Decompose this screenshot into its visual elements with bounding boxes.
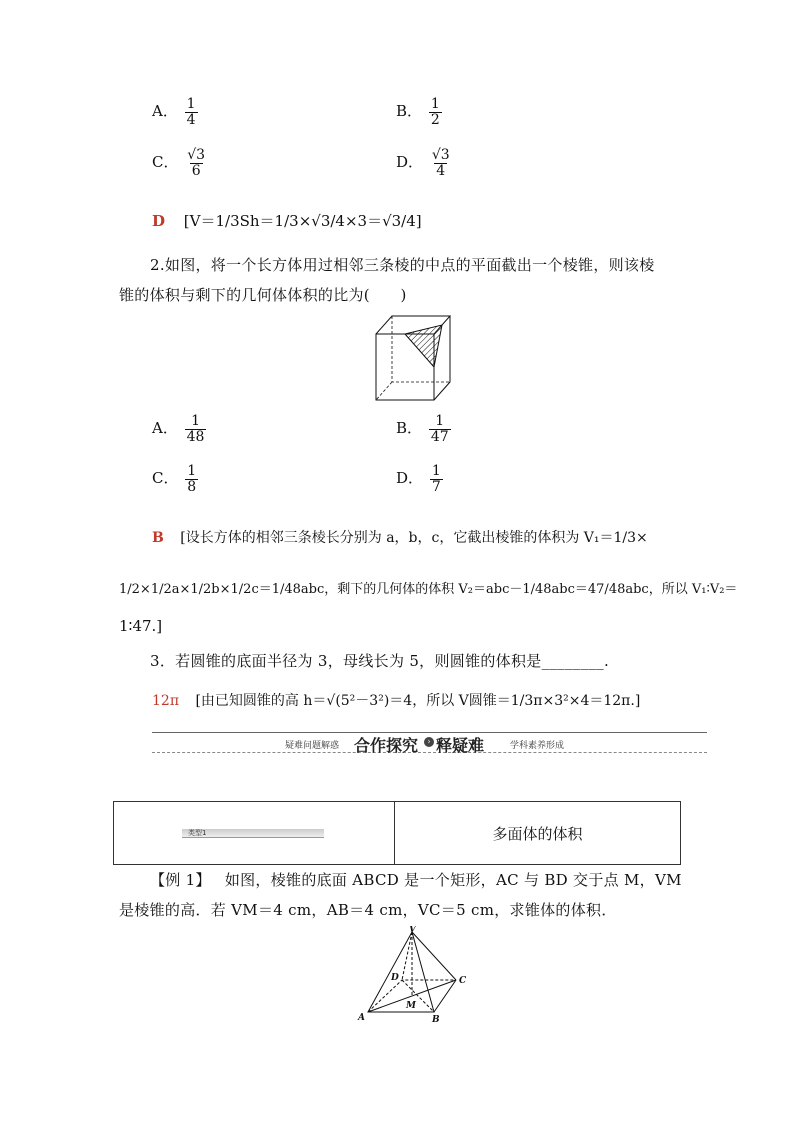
label-b: B: [432, 1015, 440, 1024]
fraction: $\frac{1}{4}$: [186, 96, 196, 128]
label-d: D: [391, 973, 399, 983]
option-label: C．: [152, 153, 179, 172]
option-label: B．: [396, 419, 423, 438]
option-label: A．: [152, 419, 178, 438]
q2-solution-line2: 1/2×1/2a×1/2b×1/2c＝1/48abc，剩下的几何体的体积 V₂＝abc－1/48abc＝47/48abc，所以 V₁∶V₂＝: [119, 582, 738, 597]
answer-value: 12π: [152, 693, 180, 709]
answer-solution: [V＝1/3Sh＝1/3×√3/4×3＝√3/4]: [183, 212, 422, 230]
q3-stem: 3．若圆锥的底面半径为 3，母线长为 5，则圆锥的体积是________.: [150, 652, 610, 670]
cuboid-figure: [368, 310, 458, 406]
answer-solution: [由已知圆锥的高 h＝√(5²－3²)＝4，所以 V圆锥＝1/3π×3²×4＝12π.]: [195, 693, 641, 709]
fraction: $\frac{1}{8}$: [187, 463, 197, 495]
answer-solution-line1: [设长方体的相邻三条棱长分别为 a，b，c，它截出棱锥的体积为 V₁＝1/3×: [180, 530, 648, 546]
q1-option-d: [396, 148, 454, 178]
section-banner: [152, 732, 707, 754]
q2-option-c: [152, 464, 200, 494]
fraction: $\frac{√3}{6}$: [187, 147, 206, 179]
q1-answer: [152, 210, 422, 231]
q2-answer: [152, 527, 648, 547]
banner-left-text: 疑难问题解惑: [285, 741, 340, 751]
topic-tag: 类型1: [188, 829, 207, 837]
q2-option-d: [396, 464, 445, 494]
q2-option-b: [396, 414, 453, 444]
fraction: $\frac{1}{47}$: [430, 413, 449, 445]
fraction: $\frac{√3}{4}$: [431, 147, 450, 179]
banner-line-top: [152, 732, 707, 733]
fraction: $\frac{1}{48}$: [186, 413, 205, 445]
q2-stem-line2: 锥的体积与剩下的几何体体积的比为( ): [119, 286, 407, 304]
q2-stem-line1: 2.如图，将一个长方体用过相邻三条棱的中点的平面截出一个棱锥，则该棱: [150, 256, 655, 274]
option-label: D．: [396, 469, 424, 488]
banner-main-text-2: 释疑难: [436, 736, 485, 755]
q1-option-b: [396, 97, 444, 127]
label-a: A: [358, 1013, 365, 1023]
option-label: A．: [152, 102, 178, 121]
q2-solution-line3: 1∶47.]: [119, 617, 163, 635]
answer-letter: B: [152, 530, 164, 546]
q1-option-a: [152, 97, 200, 127]
example-line1: [150, 869, 682, 890]
example-label: 【例 1】: [150, 871, 211, 889]
answer-letter: D: [152, 212, 166, 230]
topic-title: 多面体的体积: [492, 824, 583, 843]
banner-line-bottom: [152, 752, 707, 753]
topic-table: [113, 801, 681, 865]
arrow-icon: ›: [424, 737, 434, 747]
banner-main-text-1: 合作探究: [354, 736, 419, 755]
topic-tag-cell: [114, 802, 395, 865]
topic-title-cell: [395, 802, 681, 865]
example-text-line1: 如图，棱锥的底面 ABCD 是一个矩形，AC 与 BD 交于点 M，VM: [224, 871, 682, 889]
option-label: B．: [396, 102, 423, 121]
example-line2: 是棱锥的高．若 VM＝4 cm，AB＝4 cm，VC＝5 cm，求锥体的体积．: [119, 901, 617, 919]
q1-option-c: [152, 148, 209, 178]
label-v: V: [409, 926, 416, 935]
banner-right-text: 学科素养形成: [510, 741, 565, 751]
label-m: M: [406, 1001, 416, 1011]
pyramid-figure: [356, 926, 472, 1024]
option-label: C．: [152, 469, 179, 488]
fraction: $\frac{1}{7}$: [431, 463, 441, 495]
fraction: $\frac{1}{2}$: [430, 96, 440, 128]
q2-option-a: [152, 414, 208, 444]
q3-answer: [152, 690, 640, 710]
option-label: D．: [396, 153, 424, 172]
label-c: C: [459, 976, 467, 986]
